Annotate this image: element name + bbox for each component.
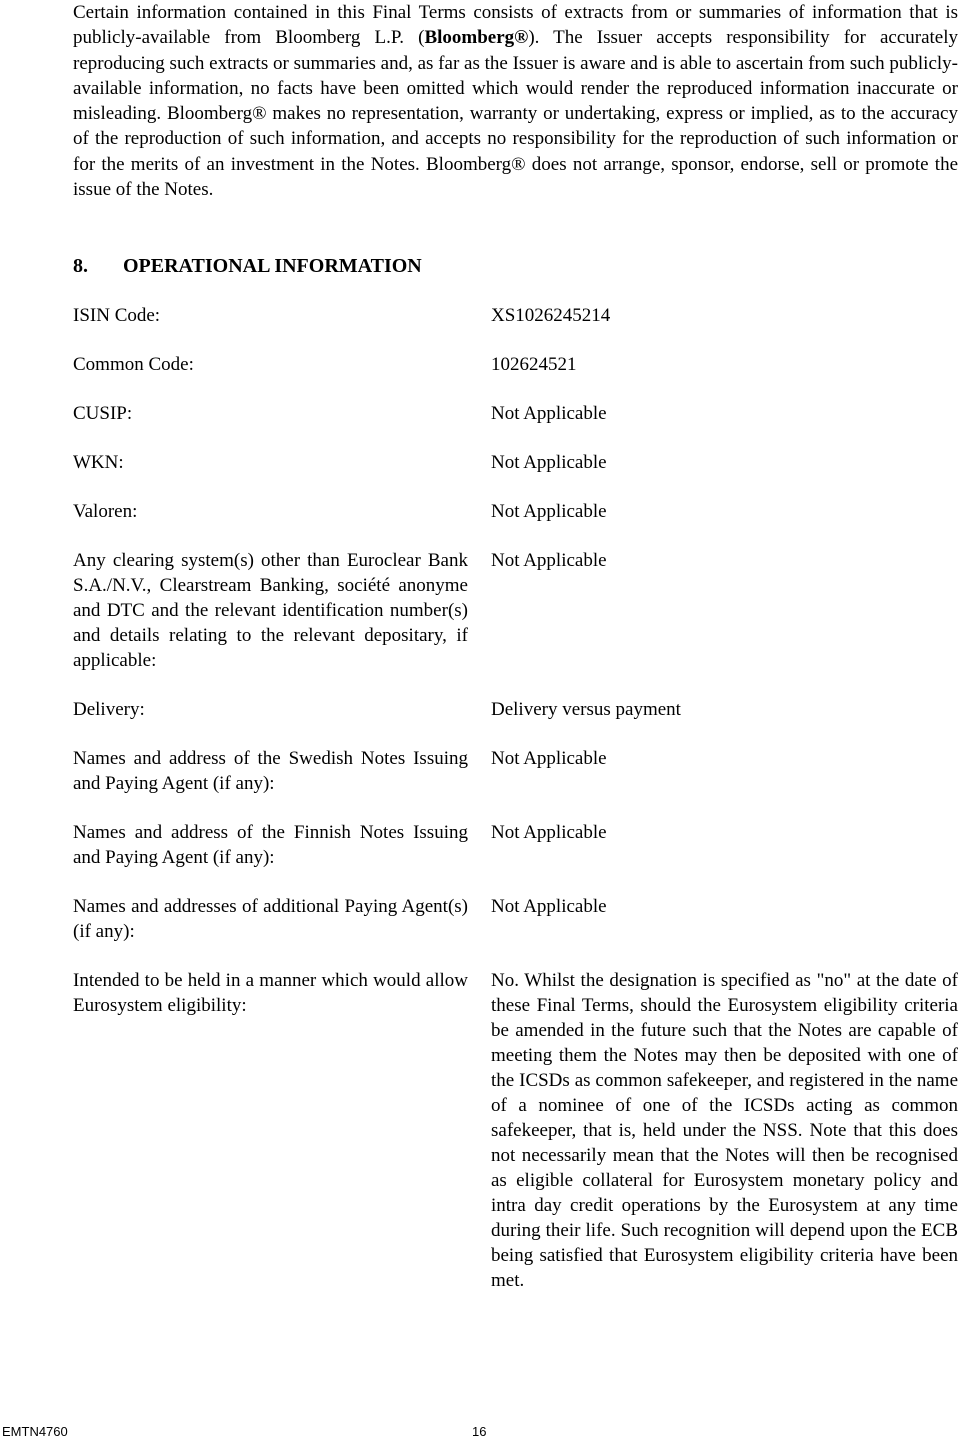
row-value: Not Applicable — [491, 452, 607, 473]
row-label: Names and address of the Swedish Notes Issuing and Paying Agent (if any): — [73, 748, 468, 794]
section-heading — [73, 253, 422, 279]
row-label: Intended to be held in a manner which would allow Eurosystem eligibility: — [73, 970, 468, 1016]
row-label: ISIN Code: — [73, 305, 161, 326]
footer-page-number: 16 — [472, 1424, 487, 1439]
row-value: Not Applicable — [491, 822, 607, 843]
row-label: Common Code: — [73, 354, 194, 375]
footer-doc-code: EMTN4760 — [2, 1424, 68, 1439]
row-value: Not Applicable — [491, 748, 607, 769]
intro-text-part1: Certain information contained in this Final Terms consists of extracts from or summaries of information that is publicly-available from Bloomberg L.P. ( — [73, 2, 958, 49]
row-label: Valoren: — [73, 501, 138, 522]
row-label: WKN: — [73, 452, 124, 473]
row-value: 102624521 — [491, 354, 577, 375]
section-title: OPERATIONAL INFORMATION — [123, 255, 422, 277]
row-label: Delivery: — [73, 699, 145, 720]
row-label: Any clearing system(s) other than Euroclear Bank S.A./N.V., Clearstream Banking, société anonyme and DTC and the relevant identification number(s) and details relating to the relevant depositary, if applicable: — [73, 550, 468, 671]
row-value: Not Applicable — [491, 501, 607, 522]
row-value: Delivery versus payment — [491, 699, 681, 720]
intro-bloomberg-bold: Bloomberg® — [424, 27, 529, 49]
intro-paragraph — [73, 0, 958, 202]
section-number: 8. — [73, 255, 88, 277]
row-value: Not Applicable — [491, 403, 607, 424]
row-value: Not Applicable — [491, 550, 607, 571]
row-label: Names and address of the Finnish Notes Issuing and Paying Agent (if any): — [73, 822, 468, 868]
intro-text-part2: ). The Issuer accepts responsibility for accurately reproducing such extracts or summaries and, as far as the Issuer is aware and is able to ascertain from such publicly-available information, no facts have been omitted which would render the reproduced information inaccurate or misleading. Bloomberg® makes no representation, warranty or undertaking, express or implied, as to the accuracy of the reproduction of such information, and accepts no responsibility for the reproduction of such information or for the merits of an investment in the Notes. Bloomberg® does not arrange, sponsor, endorse, sell or promote the issue of the Notes. — [73, 27, 959, 201]
row-value: Not Applicable — [491, 896, 607, 917]
row-value: XS1026245214 — [491, 305, 611, 326]
row-label: Names and addresses of additional Paying Agent(s) (if any): — [73, 896, 468, 942]
row-label: CUSIP: — [73, 403, 133, 424]
row-value: No. Whilst the designation is specified as "no" at the date of these Final Terms, should the Eurosystem eligibility criteria be amended in the future such that the Notes are capable of meeting them the Notes may then be deposited with one of the ICSDs as common safekeeper, and registered in the name of a nominee of one of the ICSDs acting as common safekeeper, that is, held under the NSS. Note that this does not necessarily mean that the Notes will then be recognised as eligible collateral for Eurosystem monetary policy and intra day credit operations by the Eurosystem at any time during their life. Such recognition will depend upon the ECB being satisfied that Eurosystem eligibility criteria have been met. — [491, 970, 958, 1291]
